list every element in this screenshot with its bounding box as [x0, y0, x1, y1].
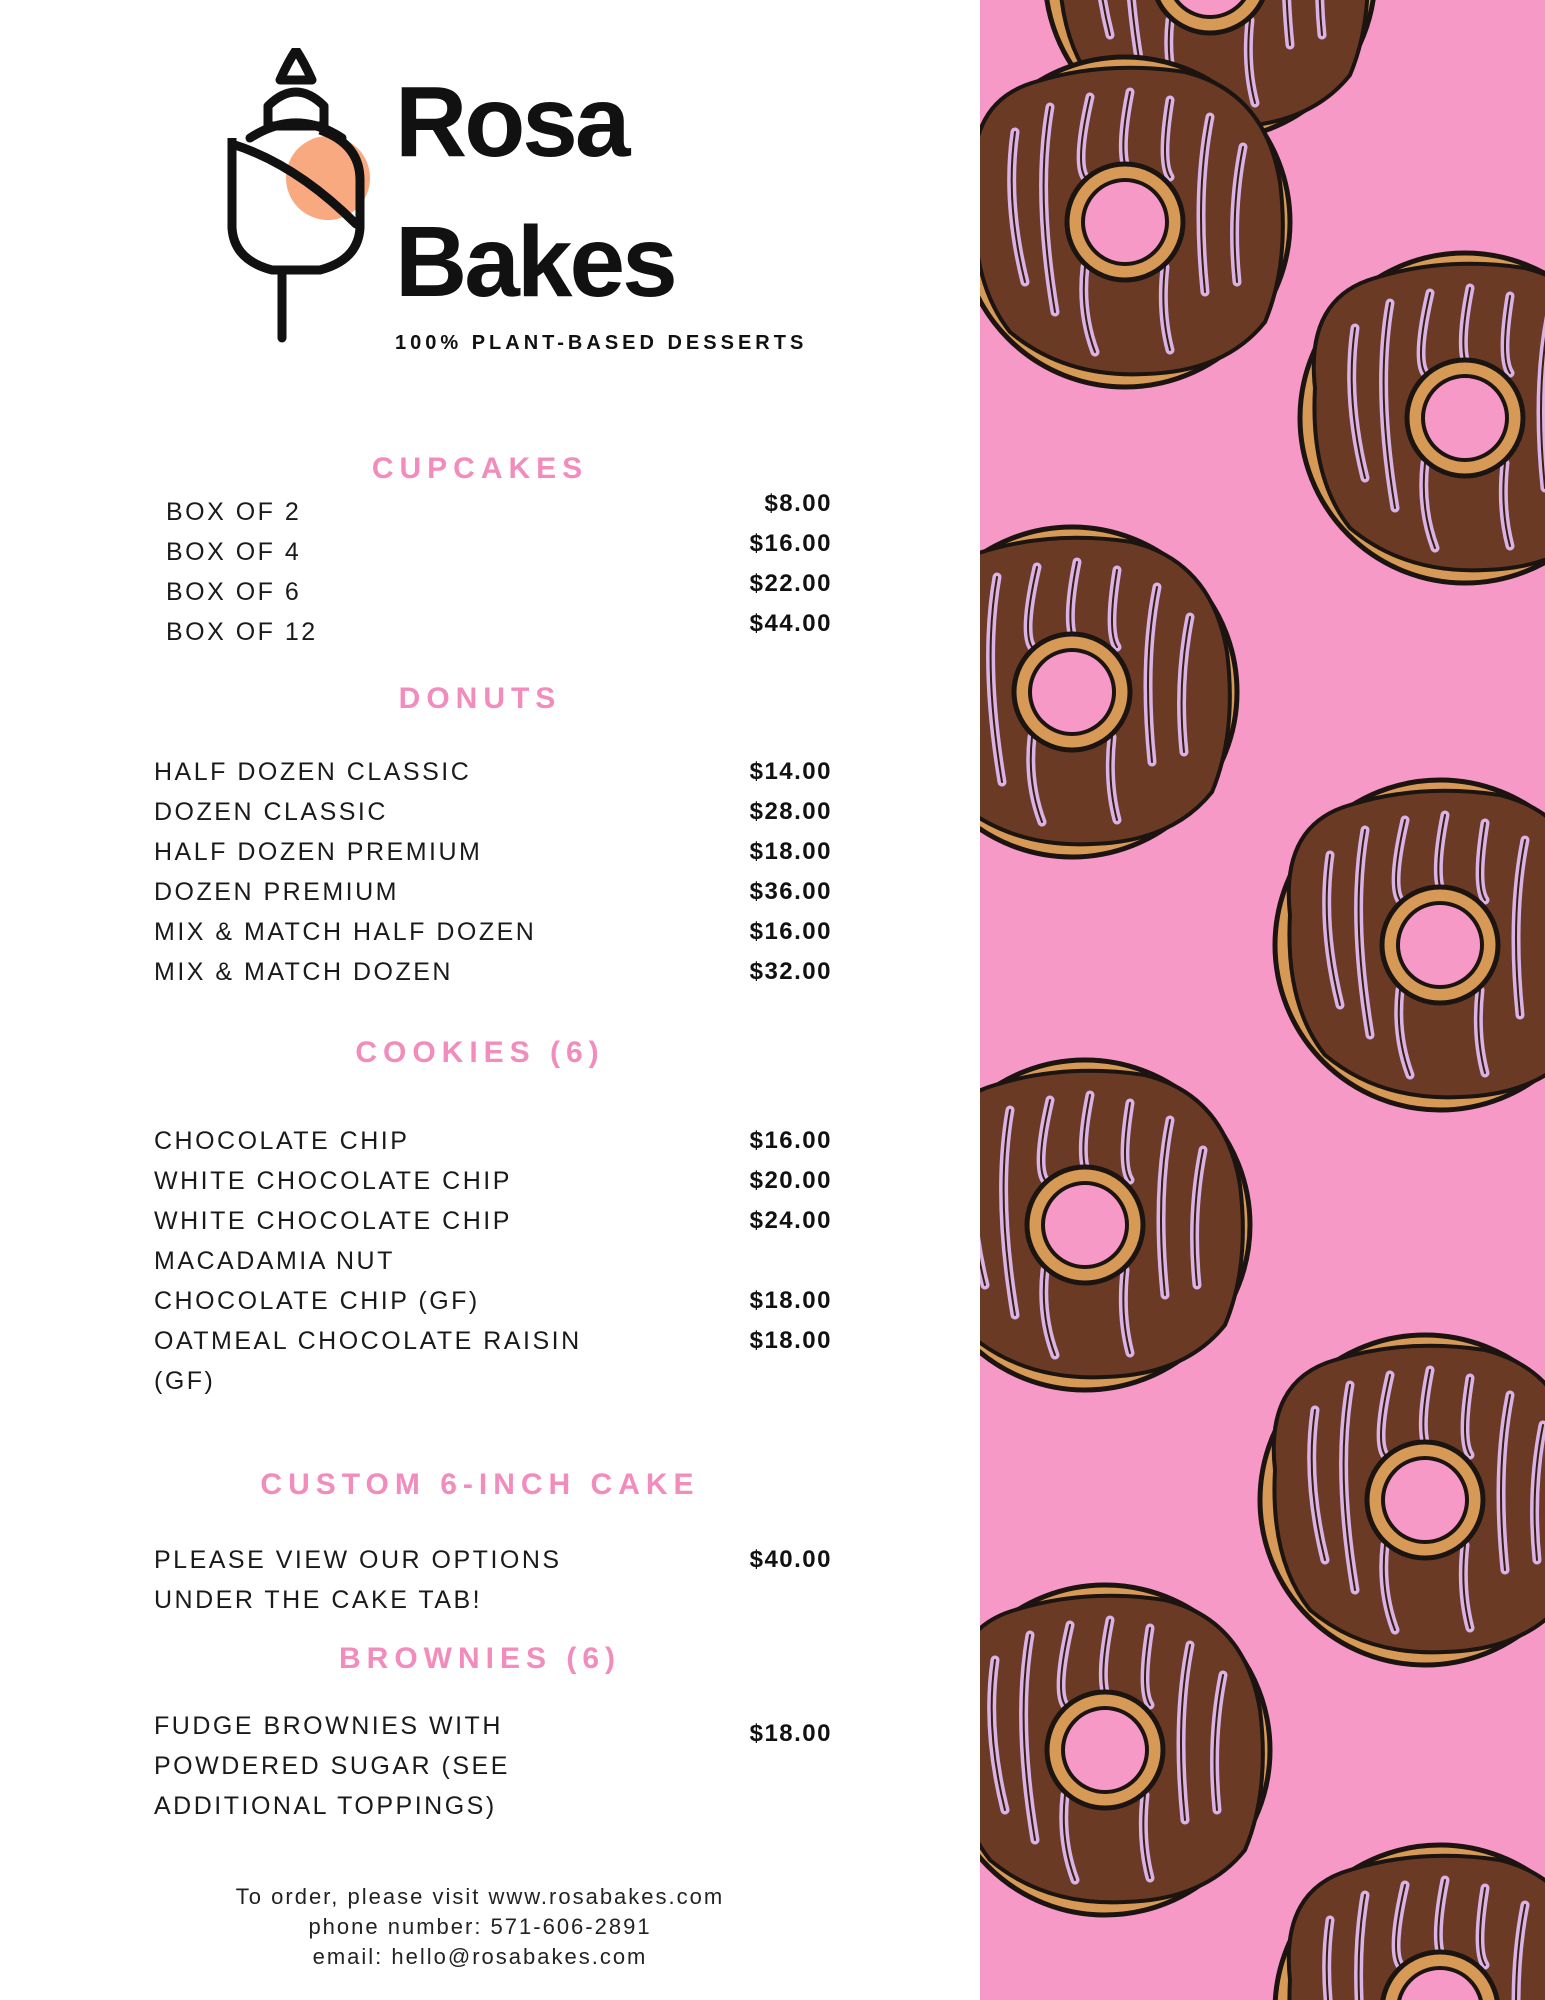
footer-phone-line: phone number: 571-606-2891: [308, 1914, 652, 1939]
section-title-cookies: COOKIES (6): [355, 1036, 605, 1069]
menu-item-name: BOX OF 4: [166, 538, 302, 566]
menu-item-price: $16.00: [749, 530, 832, 557]
brownies-description-line3: ADDITIONAL TOPPINGS): [154, 1792, 497, 1820]
donut-icon: [980, 527, 1237, 857]
menu-item-price: $40.00: [749, 1546, 832, 1573]
donut-icon: [1300, 253, 1545, 583]
donut-icon: [980, 1060, 1250, 1390]
donut-icon: [1260, 1335, 1545, 1665]
menu-item-name: BOX OF 2: [166, 498, 302, 526]
menu-item-price: $14.00: [749, 758, 832, 785]
menu-item-name-continued: MACADAMIA NUT: [154, 1247, 395, 1275]
menu-item-name: WHITE CHOCOLATE CHIP: [154, 1207, 512, 1235]
menu-item-name: HALF DOZEN PREMIUM: [154, 838, 483, 866]
menu-item-price: $16.00: [749, 918, 832, 945]
section-title-cupcakes: CUPCAKES: [371, 452, 589, 485]
menu-item-price: $18.00: [749, 1287, 832, 1314]
donut-icon: [980, 57, 1290, 387]
menu-item-name: DOZEN CLASSIC: [154, 798, 388, 826]
rosa-bakes-logo-icon: [210, 48, 380, 348]
footer-email-line: email: hello@rosabakes.com: [312, 1944, 648, 1969]
donut-pattern: [980, 0, 1545, 2000]
menu-item-price: $8.00: [764, 490, 832, 517]
menu-item-price: $32.00: [749, 958, 832, 985]
menu-item-price: $18.00: [749, 1720, 832, 1747]
brownies-description-line1: FUDGE BROWNIES WITH: [154, 1712, 503, 1740]
donut-pattern-panel: [980, 0, 1545, 2000]
menu-item-price: $16.00: [749, 1127, 832, 1154]
menu-item-name: BOX OF 12: [166, 618, 318, 646]
cake-description-line2: UNDER THE CAKE TAB!: [154, 1586, 483, 1614]
brand-name-line1: Rosa: [395, 66, 628, 178]
menu-item-name: HALF DOZEN CLASSIC: [154, 758, 472, 786]
menu-item-name-continued: (GF): [154, 1367, 216, 1395]
menu-item-name: DOZEN PREMIUM: [154, 878, 399, 906]
donut-icon: [1275, 1845, 1545, 2000]
menu-item-price: $28.00: [749, 798, 832, 825]
menu-item-price: $44.00: [749, 610, 832, 637]
donut-icon: [1275, 780, 1545, 1110]
menu-item-name: OATMEAL CHOCOLATE RAISIN: [154, 1327, 582, 1355]
menu-item-price: $36.00: [749, 878, 832, 905]
footer-order-line: To order, please visit www.rosabakes.com: [235, 1884, 725, 1909]
menu-item-price: $24.00: [749, 1207, 832, 1234]
menu-item-price: $22.00: [749, 570, 832, 597]
menu-item-name: CHOCOLATE CHIP (GF): [154, 1287, 480, 1315]
menu-item-name: CHOCOLATE CHIP: [154, 1127, 410, 1155]
cake-description-line1: PLEASE VIEW OUR OPTIONS: [154, 1546, 562, 1574]
donut-icon: [980, 1585, 1270, 1915]
tagline: 100% PLANT-BASED DESSERTS: [395, 332, 808, 354]
section-title-donuts: DONUTS: [398, 682, 562, 715]
menu-item-price: $20.00: [749, 1167, 832, 1194]
menu-item-price: $18.00: [749, 838, 832, 865]
brand-name-line2: Bakes: [395, 206, 675, 318]
menu-item-price: $18.00: [749, 1327, 832, 1354]
menu-item-name: BOX OF 6: [166, 578, 302, 606]
brownies-description-line2: POWDERED SUGAR (SEE: [154, 1752, 510, 1780]
section-title-brownies: BROWNIES (6): [339, 1642, 621, 1675]
menu-item-name: MIX & MATCH HALF DOZEN: [154, 918, 537, 946]
menu-item-name: WHITE CHOCOLATE CHIP: [154, 1167, 512, 1195]
menu-item-name: MIX & MATCH DOZEN: [154, 958, 453, 986]
section-title-custom-cake: CUSTOM 6-INCH CAKE: [260, 1468, 700, 1501]
